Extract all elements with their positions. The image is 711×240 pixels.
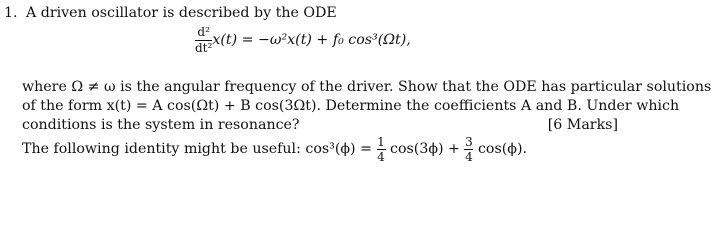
- marks-label: [6 Marks]: [547, 117, 618, 133]
- ode-equation: [195, 26, 435, 70]
- identity-middle: cos(3ϕ) +: [390, 141, 460, 157]
- derivative-numerator: d²: [197, 25, 210, 39]
- fraction-1-denominator: 4: [377, 150, 385, 164]
- identity-hint: [22, 136, 527, 163]
- identity-prefix: The following identity might be useful: cos³(ϕ) =: [22, 141, 372, 157]
- identity-fraction-1: [377, 136, 386, 163]
- identity-suffix: cos(ϕ).: [477, 141, 528, 157]
- question-number: 1.: [4, 5, 18, 21]
- derivative-fraction: [195, 26, 212, 55]
- fraction-2-denominator: 4: [465, 150, 473, 164]
- ode-rest: x(t) = −ω²x(t) + f₀ cos³(Ωt),: [212, 32, 411, 48]
- fraction-2-numerator: 3: [465, 135, 473, 149]
- identity-fraction-2: [464, 136, 473, 163]
- paragraph-line: of the form x(t) = A cos(Ωt) + B cos(3Ωt). Determine the coefficients A and B. Under which: [22, 98, 680, 114]
- fraction-1-numerator: 1: [377, 135, 385, 149]
- derivative-denominator: dt²: [195, 41, 213, 55]
- problem-paragraph: [22, 78, 711, 135]
- paragraph-line: where Ω ≠ ω is the angular frequency of the driver. Show that the ODE has particular solutions: [22, 79, 711, 95]
- paragraph-line: conditions is the system in resonance?: [22, 117, 300, 133]
- question-intro: A driven oscillator is described by the ODE: [26, 5, 337, 21]
